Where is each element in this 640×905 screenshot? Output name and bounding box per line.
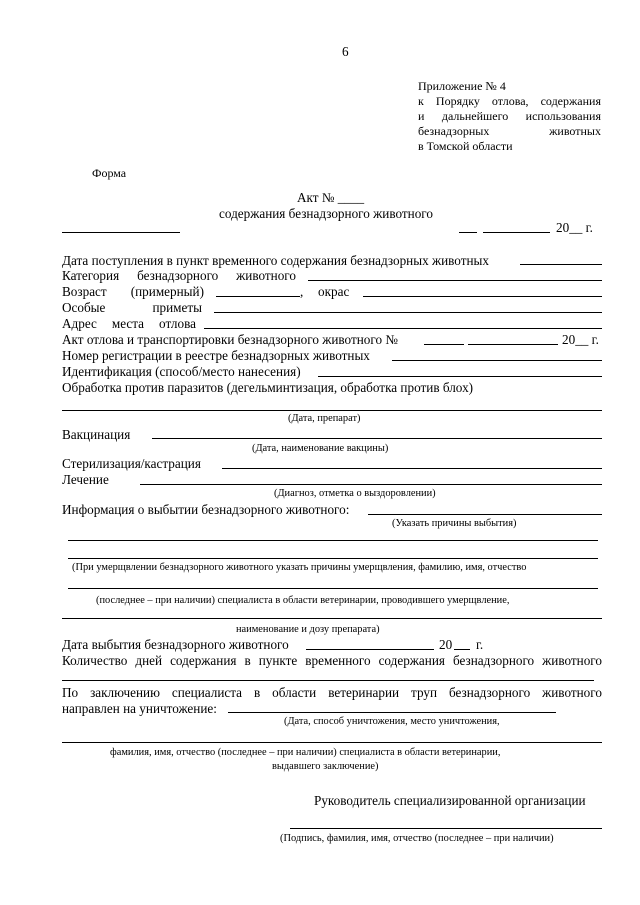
departure-extra-line-2[interactable] [68, 558, 598, 559]
days-count-field[interactable] [62, 680, 594, 681]
specialist-hint-2: выдавшего заключение) [272, 761, 379, 772]
departure-info-label: Информация о выбытии безнадзорного животного: [62, 502, 350, 517]
color-label: окрас [318, 284, 350, 299]
label-word: места [111, 316, 145, 331]
catch-act-date-field[interactable] [468, 344, 558, 345]
color-field[interactable] [363, 296, 602, 297]
comma: , [300, 284, 304, 299]
appendix-line4 [418, 124, 601, 138]
parasites-hint: (Дата, препарат) [288, 413, 361, 424]
label-word: По [62, 685, 79, 700]
place-line[interactable] [62, 232, 180, 233]
age-label [62, 284, 204, 299]
vaccination-field[interactable] [152, 438, 602, 439]
departure-date-century: 20 [439, 637, 453, 652]
signature-title: Руководитель специализированной организации [314, 793, 586, 808]
label-word: безнадзорного [449, 685, 531, 700]
catch-act-number-field[interactable] [424, 344, 464, 345]
act-title: Акт № ____ [297, 190, 365, 205]
date-month-line[interactable] [483, 232, 550, 233]
conclusion-hint: (Дата, способ уничтожения, место уничтожения, [284, 716, 500, 727]
address-label [62, 316, 196, 331]
departure-extra-line-4[interactable] [62, 618, 602, 619]
appendix-word: и [418, 109, 425, 123]
category-label [62, 268, 296, 283]
label-word: животного [542, 685, 602, 700]
address-field[interactable] [204, 328, 602, 329]
conclusion-label [62, 685, 602, 700]
label-word: (примерный) [130, 284, 204, 299]
date-year: 20__ г. [556, 220, 593, 235]
label-word: временного [305, 653, 371, 668]
label-word: Возраст [62, 284, 107, 299]
label-word: пункте [258, 653, 298, 668]
parasites-field[interactable] [62, 410, 602, 411]
identification-field[interactable] [318, 376, 602, 377]
departure-date-year-field[interactable] [454, 649, 470, 650]
arrival-date-label: Дата поступления в пункт временного содержания безнадзорных животных [62, 253, 489, 268]
form-label: Форма [92, 166, 127, 180]
euthanasia-hint-3: наименование и дозу препарата) [236, 624, 380, 635]
label-word: дней [135, 653, 163, 668]
signature-field[interactable] [290, 828, 602, 829]
appendix-word: дальнейшего [441, 109, 509, 123]
label-word: Количество [62, 653, 128, 668]
label-word: безнадзорного [137, 268, 219, 283]
vaccination-label: Вакцинация [62, 427, 131, 442]
departure-date-label: Дата выбытия безнадзорного животного [62, 637, 289, 652]
label-word: Особые [62, 300, 106, 315]
vaccination-hint: (Дата, наименование вакцины) [252, 443, 389, 454]
departure-date-year-suffix: г. [476, 637, 484, 652]
appendix-word: использования [525, 109, 601, 123]
marks-field[interactable] [214, 312, 602, 313]
departure-hint: (Указать причины выбытия) [392, 518, 517, 529]
page-number: 6 [342, 44, 349, 59]
label-word: заключению [90, 685, 160, 700]
age-field[interactable] [216, 296, 300, 297]
treatment-label: Лечение [62, 472, 109, 487]
label-word: отлова [159, 316, 196, 331]
parasites-label: Обработка против паразитов (дегельминтизация, обработка против блох) [62, 380, 474, 395]
label-word: животного [542, 653, 602, 668]
act-subtitle: содержания безнадзорного животного [219, 206, 433, 221]
departure-extra-line-1[interactable] [68, 540, 598, 541]
label-word: труп [411, 685, 438, 700]
appendix-line2 [418, 94, 601, 108]
appendix-line1: Приложение № 4 [418, 79, 506, 93]
appendix-word: к [418, 94, 424, 108]
appendix-word: содержания [540, 94, 601, 108]
specialist-field[interactable] [62, 742, 602, 743]
destruction-field[interactable] [228, 712, 556, 713]
category-field[interactable] [308, 280, 602, 281]
appendix-word: безнадзорных [418, 124, 490, 138]
departure-extra-line-3[interactable] [68, 588, 598, 589]
days-count-label [62, 653, 602, 668]
label-word: в [253, 685, 261, 700]
label-word: Категория [62, 268, 120, 283]
date-day-line[interactable] [459, 232, 477, 233]
appendix-word: Порядку [435, 94, 480, 108]
registry-label: Номер регистрации в реестре безнадзорных животных [62, 348, 370, 363]
label-word: области [272, 685, 317, 700]
appendix-line3 [418, 109, 601, 123]
departure-info-field[interactable] [368, 514, 602, 515]
appendix-word: отлова, [491, 94, 529, 108]
treatment-field[interactable] [140, 484, 602, 485]
catch-act-label: Акт отлова и транспортировки безнадзорного животного № [62, 332, 398, 347]
euthanasia-hint-1: (При умерщвлении безнадзорного животного указать причины умерщвления, фамилию, имя, отчество [72, 562, 527, 573]
treatment-hint: (Диагноз, отметка о выздоровлении) [274, 488, 436, 499]
label-word: ветеринарии [328, 685, 400, 700]
label-word: содержания [170, 653, 237, 668]
appendix-line5: в Томской области [418, 139, 513, 153]
identification-label: Идентификация (способ/место нанесения) [62, 364, 301, 379]
label-word: в [244, 653, 251, 668]
conclusion-line2: направлен на уничтожение: [62, 701, 217, 716]
euthanasia-hint-2: (последнее – при наличии) специалиста в области ветеринарии, проводившего умерщвление, [96, 595, 510, 606]
label-word: содержания [378, 653, 445, 668]
signature-hint: (Подпись, фамилия, имя, отчество (последнее – при наличии) [280, 833, 554, 844]
specialist-hint-1: фамилия, имя, отчество (последнее – при наличии) специалиста в области ветеринарии, [110, 747, 501, 758]
label-word: Адрес [62, 316, 97, 331]
label-word: специалиста [171, 685, 243, 700]
departure-date-field[interactable] [306, 649, 434, 650]
label-word: животного [236, 268, 296, 283]
appendix-word: животных [549, 124, 601, 138]
label-word: приметы [152, 300, 202, 315]
catch-act-year: 20__ г. [562, 332, 599, 347]
sterilization-label: Стерилизация/кастрация [62, 456, 201, 471]
marks-label [62, 300, 202, 315]
label-word: безнадзорного [452, 653, 535, 668]
registry-field[interactable] [392, 360, 602, 361]
arrival-date-field[interactable] [520, 264, 602, 265]
sterilization-field[interactable] [222, 468, 602, 469]
